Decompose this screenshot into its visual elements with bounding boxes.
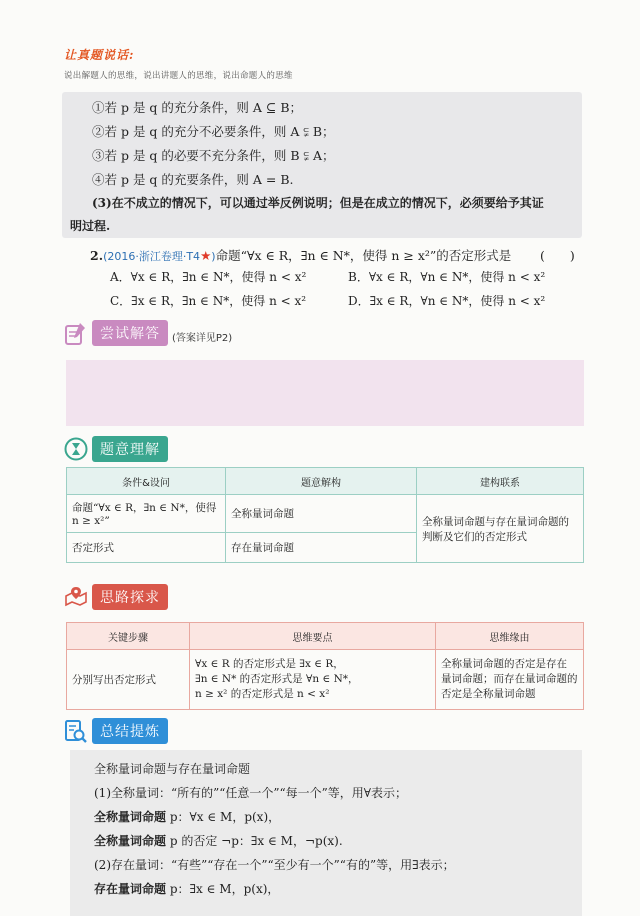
difficulty-star-icon: ★ <box>200 248 212 263</box>
point-1: ∀x ∈ R 的否定形式是 ∃x ∈ R， <box>195 658 344 670</box>
summary-line-1: 全称量词命题与存在量词命题 <box>94 762 251 776</box>
cond-1-line-a: 命题“∀x ∈ R，∃n ∈ N*，使得 <box>72 502 217 514</box>
explore-table <box>66 622 584 710</box>
explore-header-1: 关键步骤 <box>67 623 190 650</box>
option-b: B．∀x ∈ R，∀n ∈ N*，使得 n < x² <box>348 270 546 284</box>
answer-paren: ( ) <box>540 248 575 263</box>
section-summary-header <box>64 718 168 744</box>
summary-line-6: 存在量词命题 p：∃x ∈ M，p(x)， <box>94 882 280 896</box>
question-source: (2016·浙江卷理·T4 <box>103 250 201 263</box>
summary-line-2: (1)全称量词：“所有的”“任意一个”“每一个”等，用∀表示； <box>94 786 408 800</box>
understand-header-3: 建构联系 <box>417 468 584 495</box>
question-number: 2. <box>90 248 104 263</box>
note-line-1: (3)在不成立的情况下，可以通过举反例说明；但是在成立的情况下，必须要给予其证 <box>92 196 544 210</box>
option-c: C．∃x ∈ R，∃n ∈ N*，使得 n < x² <box>110 294 307 308</box>
understand-struct-2: 存在量词命题 <box>226 533 417 563</box>
understand-header-2: 题意解构 <box>226 468 417 495</box>
understand-header-1: 条件&设问 <box>67 468 226 495</box>
understand-link <box>417 495 584 563</box>
link-line-b: 判断及它们的否定形式 <box>422 530 527 543</box>
reason-1: 全称量词命题的否定是存在 <box>441 658 567 670</box>
map-pin-icon <box>64 585 88 609</box>
cond-1-line-b: n ≥ x²” <box>72 515 110 527</box>
explore-reasons <box>436 650 584 710</box>
explore-header-2: 思维要点 <box>190 623 436 650</box>
conclusion-line-2: ②若 p 是 q 的充分不必要条件，则 A ⫋ B； <box>92 124 335 139</box>
header-title: 让真题说话: <box>64 48 135 62</box>
question-stem <box>90 246 511 264</box>
pencil-notepad-icon <box>64 321 88 345</box>
header-subtitle: 说出解题人的思维，说出讲题人的思维，说出命题人的思维 <box>64 71 293 81</box>
understand-struct-1: 全称量词命题 <box>226 495 417 533</box>
summary-line-3: 全称量词命题 p：∀x ∈ M，p(x)， <box>94 810 281 824</box>
reason-3: 否定是全称量词命题 <box>441 688 536 700</box>
summary-line-5: (2)存在量词：“有些”“存在一个”“至少有一个”“有的”等，用∃表示； <box>94 858 455 872</box>
option-a: A．∀x ∈ R，∃n ∈ N*，使得 n < x² <box>110 270 307 284</box>
reason-2: 量词命题；而存在量词命题的 <box>441 673 578 685</box>
section-summary-label: 总结提炼 <box>92 718 168 744</box>
summary-line-4: 全称量词命题 p 的否定 ¬p：∃x ∈ M，¬p(x). <box>94 834 343 848</box>
understand-cond-2: 否定形式 <box>67 533 226 563</box>
section-try-label: 尝试解答 <box>92 320 168 346</box>
understand-cond-1 <box>67 495 226 533</box>
question-source-end: ) <box>211 250 216 263</box>
conclusion-line-4: ④若 p 是 q 的充要条件，则 A = B. <box>92 172 294 187</box>
conclusion-line-1: ①若 p 是 q 的充分条件，则 A ⊆ B； <box>92 100 303 115</box>
option-d: D．∃x ∈ R，∀n ∈ N*，使得 n < x² <box>348 294 546 308</box>
section-try-header <box>64 320 232 346</box>
note-line-2: 明过程. <box>70 219 111 233</box>
page-header <box>64 46 293 81</box>
section-understand-label: 题意理解 <box>92 436 168 462</box>
question-text: 命题“∀x ∈ R，∃n ∈ N*，使得 n ≥ x²”的否定形式是 <box>215 248 512 263</box>
point-3: n ≥ x² 的否定形式是 n < x² <box>195 688 330 700</box>
understand-table <box>66 467 584 563</box>
explore-header-3: 思维缘由 <box>436 623 584 650</box>
explore-points <box>190 650 436 710</box>
hourglass-icon <box>64 437 88 461</box>
answer-area <box>66 360 584 426</box>
section-explore-label: 思路探求 <box>92 584 168 610</box>
link-line-a: 全称量词命题与存在量词命题的 <box>422 515 569 528</box>
section-try-note: (答案详见P2) <box>172 332 233 344</box>
document-search-icon <box>64 719 88 743</box>
point-2: ∃n ∈ N* 的否定形式是 ∀n ∈ N*， <box>195 673 359 685</box>
conclusion-line-3: ③若 p 是 q 的必要不充分条件，则 B ⫋ A； <box>92 148 335 163</box>
section-understand-header <box>64 436 168 462</box>
explore-step: 分别写出否定形式 <box>67 650 190 710</box>
section-explore-header <box>64 584 168 610</box>
